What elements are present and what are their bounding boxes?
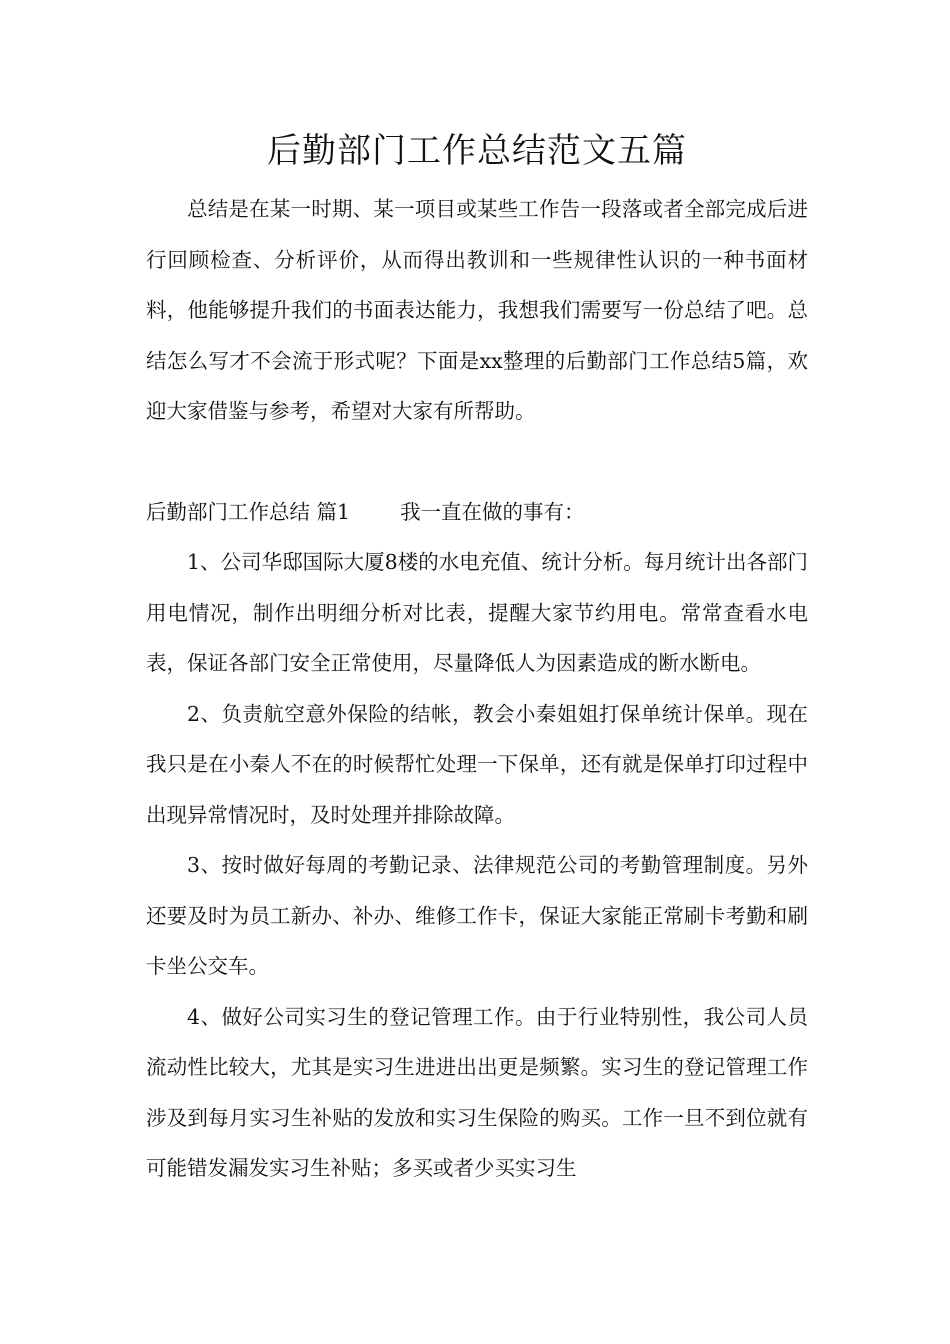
section-spacer	[146, 437, 808, 487]
document-page	[146, 118, 808, 1194]
section-heading	[146, 487, 808, 538]
intro-paragraph: 总结是在某一时期、某一项目或某些工作告一段落或者全部完成后进行回顾检查、分析评价，从而得出教训和一些规律性认识的一种书面材料，他能够提升我们的书面表达能力，我想我们需要写一份总结了吧。总结怎么写才不会流于形式呢？下面是xx整理的后勤部门工作总结5篇，欢迎大家借鉴与参考，希望对大家有所帮助。	[146, 197, 808, 423]
list-item: 4、做好公司实习生的登记管理工作。由于行业特别性，我公司人员流动性比较大，尤其是实习生进进出出更是频繁。实习生的登记管理工作涉及到每月实习生补贴的发放和实习生保险的购买。工作一旦不到位就有可能错发漏发实习生补贴；多买或者少买实习生	[146, 1004, 808, 1180]
section-title: 后勤部门工作总结 篇1	[146, 499, 351, 524]
list-item: 3、按时做好每周的考勤记录、法律规范公司的考勤管理制度。另外还要及时为员工新办、补办、维修工作卡，保证大家能正常刷卡考勤和刷卡坐公交车。	[146, 853, 808, 978]
list-item: 2、负责航空意外保险的结帐，教会小秦姐姐打保单统计保单。现在我只是在小秦人不在的时候帮忙处理一下保单，还有就是保单打印过程中出现异常情况时，及时处理并排除故障。	[146, 701, 808, 827]
section-lead: 我一直在做的事有：	[400, 499, 585, 524]
list-item: 1、公司华邸国际大厦8楼的水电充值、统计分析。每月统计出各部门用电情况，制作出明细分析对比表，提醒大家节约用电。常常查看水电表，保证各部门安全正常使用，尽量降低人为因素造成的断水断电。	[146, 550, 808, 675]
document-title: 后勤部门工作总结范文五篇	[267, 131, 687, 171]
